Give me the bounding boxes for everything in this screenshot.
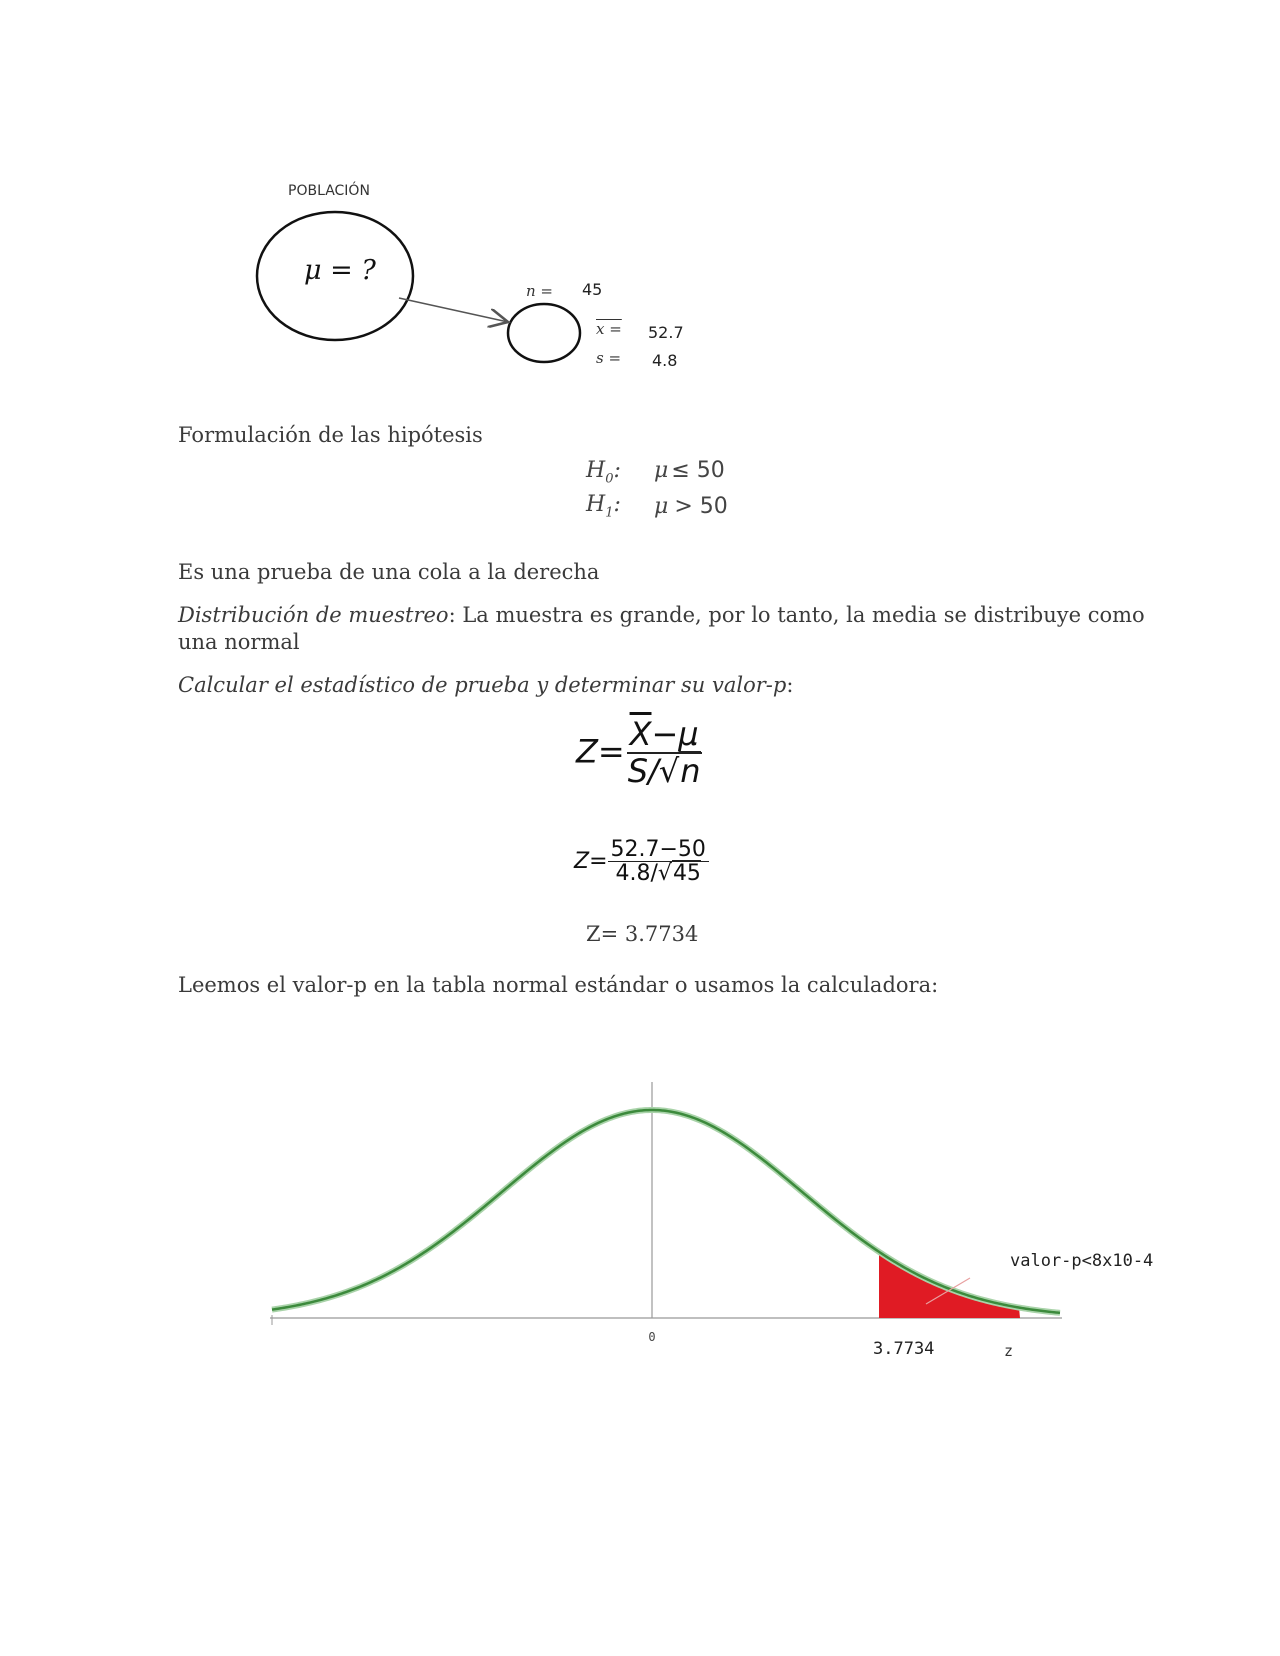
- zero-label: 0: [648, 1330, 656, 1344]
- h0-subscript: 0: [605, 471, 614, 487]
- normal-curve-halo: [272, 1110, 1060, 1313]
- sample-mean-label: x =: [596, 320, 622, 338]
- population-mean-expression: μ = ?: [304, 255, 376, 286]
- sampling-distribution-label: Distribución de muestreo: [178, 603, 449, 627]
- z-formula-numeric-den-root: 45: [672, 861, 701, 887]
- z-formula-n: n: [680, 751, 701, 790]
- h1-relation: > 50: [674, 494, 728, 519]
- sample-mean-value: 52.7: [648, 323, 684, 342]
- hypotheses-heading: Formulación de las hipótesis: [178, 423, 483, 447]
- read-pvalue-text: Leemos el valor-p en la tabla normal estándar o usamos la calculadora:: [178, 973, 939, 997]
- sampling-arrow: [399, 298, 508, 322]
- z-formula-numeric-den-prefix: 4.8/: [615, 861, 658, 887]
- alternative-hypothesis: [586, 492, 621, 520]
- sample-sd-value: 4.8: [652, 351, 678, 370]
- z-formula-numeric-lhs: Z=: [574, 849, 608, 875]
- z-formula-numeric-numerator: 52.7−50: [608, 838, 709, 862]
- population-label: POBLACIÓN: [288, 183, 370, 199]
- h0-relation: ≤ 50: [671, 458, 725, 483]
- normal-curve: [272, 1110, 1060, 1313]
- h0-colon: :: [613, 458, 621, 483]
- sampling-distribution-line2: una normal: [178, 630, 300, 654]
- z-formula-general: Z= $\frac{\overline{X}-\mu}{S/√n}$: [576, 715, 701, 790]
- h1-subscript: 1: [605, 505, 614, 521]
- null-hypothesis: [586, 458, 621, 486]
- pvalue-annotation: valor-p<8x10-4: [1010, 1251, 1154, 1271]
- calc-heading: [178, 673, 793, 697]
- calc-heading-colon: :: [786, 673, 794, 697]
- sampling-distribution-line1: [178, 603, 1145, 627]
- h1-mu: μ: [654, 494, 669, 519]
- normal-distribution-plot: [0, 1060, 1280, 1380]
- h0-mu: μ: [654, 458, 669, 483]
- sample-size-label: n =: [526, 282, 553, 300]
- calc-heading-text: Calcular el estadístico de prueba y determinar su valor-p: [178, 673, 787, 697]
- null-hypothesis-statement: [654, 458, 725, 483]
- z-formula-minus-mu: −μ: [651, 715, 699, 753]
- sampling-distribution-text: : La muestra es grande, por lo tanto, la media se distribuye como: [448, 603, 1145, 627]
- z-axis-label: z: [1004, 1342, 1014, 1360]
- test-type-text: Es una prueba de una cola a la derecha: [178, 560, 600, 584]
- h1-symbol: H: [586, 492, 606, 517]
- alternative-hypothesis-statement: [654, 494, 728, 519]
- h1-colon: :: [613, 492, 621, 517]
- population-diagram-shapes: [0, 0, 1280, 400]
- sample-circle: [508, 304, 580, 362]
- h0-symbol: H: [586, 458, 606, 483]
- z-result: Z= 3.7734: [586, 922, 699, 946]
- sample-size-value: 45: [582, 280, 603, 299]
- z-formula-general-lhs: Z=: [576, 732, 625, 771]
- z-value-label: 3.7734: [873, 1339, 935, 1359]
- sample-sd-label: s =: [596, 349, 622, 367]
- z-formula-numeric: Z= $\frac{52.7-50}{4.8/√45}$: [574, 838, 709, 886]
- z-formula-s: S/: [627, 751, 659, 790]
- z-formula-xbar: $\overline{X}$: [629, 715, 652, 753]
